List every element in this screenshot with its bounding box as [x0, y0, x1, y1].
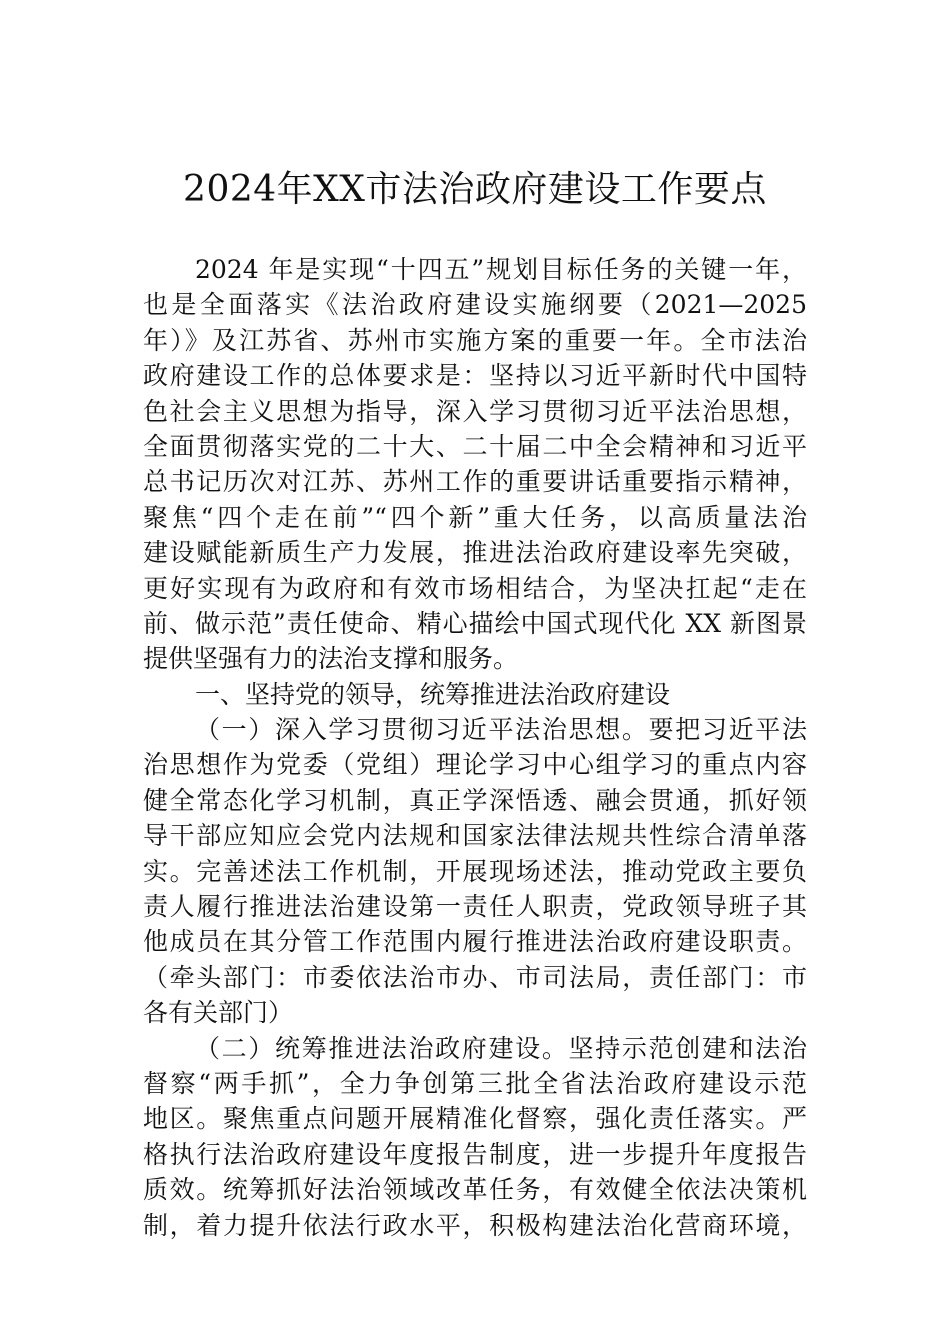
paragraph-line: 地区。聚焦重点问题开展精准化督察，强化责任落实。严	[143, 1104, 807, 1134]
paragraph-line: 年）》及江苏省、苏州市实施方案的重要一年。全市法治	[143, 325, 807, 355]
paragraph-line: 更好实现有为政府和有效市场相结合，为坚决扛起“走在	[143, 573, 807, 603]
paragraph-line: 提供坚强有力的法治支撑和服务。	[143, 644, 519, 674]
paragraph-line: 全面贯彻落实党的二十大、二十届二中全会精神和习近平	[143, 431, 807, 461]
paragraph-line: 政府建设工作的总体要求是：坚持以习近平新时代中国特	[143, 361, 807, 391]
paragraph-line: 实。完善述法工作机制，开展现场述法，推动党政主要负	[143, 856, 807, 886]
paragraph-line: （一）深入学习贯彻习近平法治思想。要把习近平法	[195, 715, 807, 745]
paragraph-line: （牵头部门：市委依法治市办、市司法局，责任部门：市	[143, 962, 807, 992]
paragraph-line: 治思想作为党委（党组）理论学习中心组学习的重点内容	[143, 750, 807, 780]
paragraph-line: 总书记历次对江苏、苏州工作的重要讲话重要指示精神，	[143, 467, 807, 497]
paragraph-line: 导干部应知应会党内法规和国家法律法规共性综合清单落	[143, 821, 807, 851]
paragraph-line: 责人履行推进法治建设第一责任人职责，党政领导班子其	[143, 892, 807, 922]
paragraph-line: 也是全面落实《法治政府建设实施纲要（2021—2025	[143, 290, 807, 320]
paragraph-line: 制，着力提升依法行政水平，积极构建法治化营商环境，	[143, 1210, 807, 1240]
document-body	[143, 252, 807, 1243]
paragraph-line: 色社会主义思想为指导，深入学习贯彻习近平法治思想，	[143, 396, 807, 426]
paragraph-line: 聚焦“四个走在前”“四个新”重大任务，以高质量法治	[143, 502, 807, 532]
document-title: 2024年XX市法治政府建设工作要点	[183, 169, 767, 210]
paragraph-line: 前、做示范”责任使命、精心描绘中国式现代化 XX 新图景	[143, 608, 807, 638]
paragraph-line: 健全常态化学习机制，真正学深悟透、融会贯通，抓好领	[143, 785, 807, 815]
paragraph-line: 他成员在其分管工作范围内履行推进法治政府建设职责。	[143, 927, 807, 957]
paragraph-line: （二）统筹推进法治政府建设。坚持示范创建和法治	[195, 1033, 807, 1063]
paragraph-line: 建设赋能新质生产力发展，推进法治政府建设率先突破，	[143, 538, 807, 568]
paragraph-line: 督察“两手抓”，全力争创第三批全省法治政府建设示范	[143, 1068, 807, 1098]
paragraph-line: 各有关部门）	[143, 998, 294, 1028]
paragraph-line: 格执行法治政府建设年度报告制度，进一步提升年度报告	[143, 1139, 807, 1169]
paragraph-line: 2024 年是实现“十四五”规划目标任务的关键一年，	[195, 255, 807, 284]
section-heading: 一、坚持党的领导，统筹推进法治政府建设	[195, 679, 671, 709]
paragraph-line: 质效。统筹抓好法治领域改革任务，有效健全依法决策机	[143, 1175, 807, 1205]
